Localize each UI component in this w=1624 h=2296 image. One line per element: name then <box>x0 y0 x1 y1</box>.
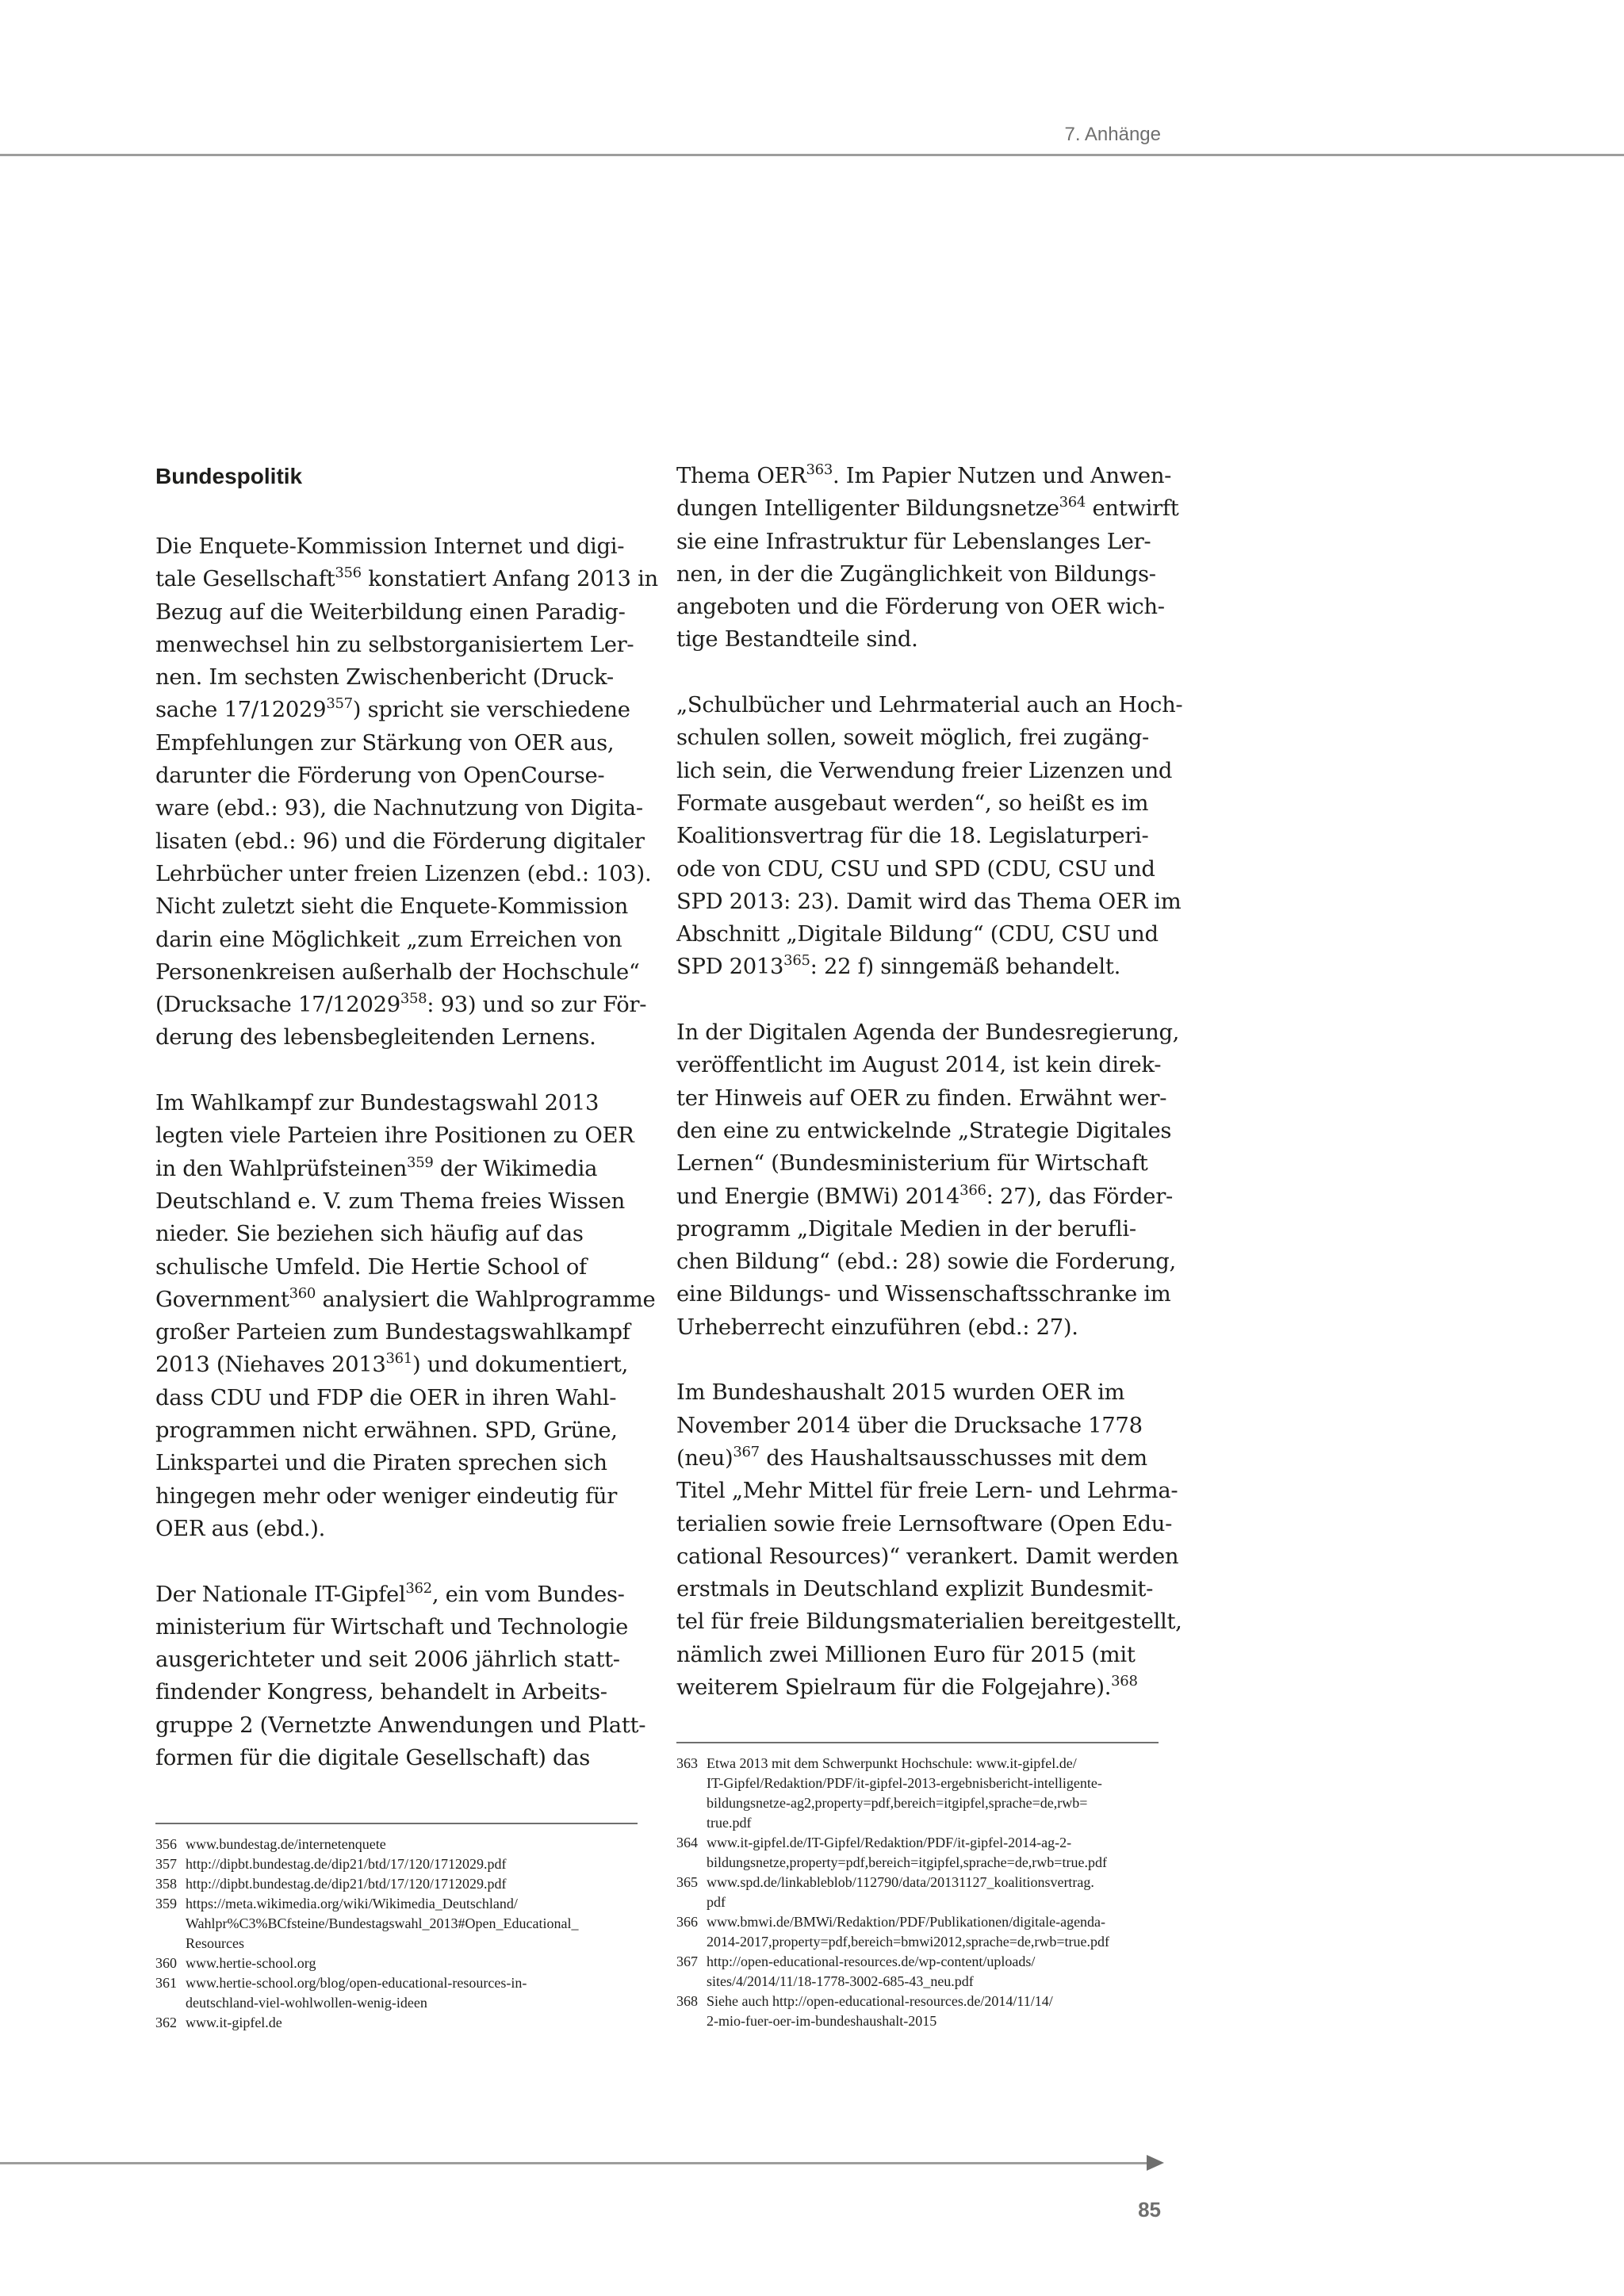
text-line <box>155 1578 631 1611</box>
footer-rule <box>0 2162 1147 2164</box>
footnote-line: Etwa 2013 mit dem Schwerpunkt Hochschule: www.it-gipfel.de/ <box>707 1755 1077 1771</box>
text-segment: Koalitionsvertrag für die 18. Legislaturperi- <box>676 824 1149 849</box>
footnotes-right <box>676 1742 1159 2031</box>
text-line <box>155 825 645 858</box>
footnote-ref: 361 <box>385 1350 412 1368</box>
text-line <box>155 1611 631 1644</box>
text-segment: entwirft <box>1086 496 1179 522</box>
left-column <box>155 460 658 1808</box>
text-segment: großer Parteien zum Bundestagswahlkampf <box>155 1320 630 1345</box>
footnote-line: 2-mio-fuer-oer-im-bundeshaushalt-2015 <box>707 2013 937 2029</box>
text-segment: OER aus (ebd.). <box>155 1516 326 1541</box>
footnote-line: bildungsnetze,property=pdf,bereich=itgipfel,sprache=de,rwb=true.pdf <box>707 1854 1107 1870</box>
text-line <box>155 563 658 595</box>
footnote-line: pdf <box>707 1894 726 1910</box>
text-segment: Deutschland e. V. zum Thema freies Wissen <box>155 1188 626 1214</box>
right-column <box>676 460 1183 1737</box>
text-line <box>676 1049 1162 1081</box>
text-segment: Nicht zuletzt sieht die Enquete-Kommission <box>155 894 629 920</box>
text-segment: analysiert die Wahlprogramme <box>316 1287 656 1312</box>
text-line <box>676 721 1152 754</box>
footnote-number: 362 <box>155 2015 177 2030</box>
text-segment: lich sein, die Verwendung freier Lizenzen und <box>676 758 1173 783</box>
text-segment: der Wikimedia <box>433 1156 598 1181</box>
text-segment: tel für freie Bildungsmaterialien bereitgestellt, <box>676 1609 1182 1635</box>
text-line <box>676 689 1183 721</box>
text-line <box>676 1540 1179 1573</box>
header-rule <box>0 154 1624 156</box>
text-segment: Lernen“ (Bundesministerium für Wirtschaft <box>676 1151 1148 1177</box>
text-line <box>676 1671 1152 1704</box>
text-segment: Im Wahlkampf zur Bundestagswahl 2013 <box>155 1091 599 1116</box>
footnote <box>155 1854 638 1874</box>
text-line <box>155 890 631 923</box>
text-segment: (neu) <box>676 1445 733 1471</box>
footnote <box>155 1894 638 1954</box>
paragraph <box>676 689 1183 984</box>
footnote-line: www.spd.de/linkableblob/112790/data/20131127_koalitionsvertrag. <box>707 1874 1094 1890</box>
footnote <box>676 1754 1159 1833</box>
footnote-text <box>707 1912 1109 1952</box>
text-line <box>155 1742 631 1774</box>
text-line <box>155 956 640 989</box>
section-heading: Bundespolitik <box>155 464 303 488</box>
footnote-text <box>186 1835 386 1854</box>
footnote-line: www.it-gipfel.de <box>186 2015 282 2030</box>
footnote-ref: 364 <box>1059 494 1086 511</box>
text-line <box>155 1644 631 1676</box>
text-segment: ) spricht sie verschiedene <box>352 698 630 723</box>
text-line <box>676 1573 1152 1605</box>
text-line <box>155 1709 646 1742</box>
footnote-line: www.hertie-school.org <box>186 1955 316 1971</box>
footnote-number: 358 <box>155 1876 177 1892</box>
footnote-number: 356 <box>155 1836 177 1852</box>
text-line <box>155 989 647 1021</box>
text-line <box>155 1316 631 1349</box>
text-line <box>676 820 1152 852</box>
text-segment: nämlich zwei Millionen Euro für 2015 (mit <box>676 1642 1136 1667</box>
text-line <box>155 1480 631 1513</box>
text-segment: lisaten (ebd.: 96) und die Förderung digitaler <box>155 828 645 854</box>
text-line <box>676 1442 1152 1475</box>
footnote-line: www.hertie-school.org/blog/open-educational-resources-in- <box>186 1975 527 1991</box>
footnote-line: http://dipbt.bundestag.de/dip21/btd/17/120/1712029.pdf <box>186 1876 507 1892</box>
text-segment: sache 17/12029 <box>155 698 327 723</box>
footnote-line: www.it-gipfel.de/IT-Gipfel/Redaktion/PDF/it-gipfel-2014-ag-2- <box>707 1835 1072 1850</box>
text-line <box>676 1213 1152 1246</box>
text-segment: Thema OER <box>676 464 806 488</box>
text-segment: November 2014 über die Drucksache 1778 <box>676 1413 1143 1438</box>
text-segment: SPD 2013 <box>676 955 784 980</box>
footnote-number: 359 <box>155 1896 177 1911</box>
text-line <box>155 1153 631 1185</box>
text-line <box>155 760 631 792</box>
footnote-text <box>186 1894 578 1954</box>
footnote-number: 360 <box>155 1955 177 1971</box>
footnote-line: deutschland-viel-wohlwollen-wenig-ideen <box>186 1995 427 2011</box>
text-line <box>676 1181 1173 1213</box>
text-line <box>676 1605 1182 1638</box>
footnote-ref: 367 <box>733 1443 760 1460</box>
footnote-ref: 363 <box>806 461 833 478</box>
page-number: 85 <box>1138 2198 1161 2221</box>
footnote <box>676 1952 1159 1992</box>
text-segment: schulische Umfeld. Die Hertie School of <box>155 1254 587 1280</box>
text-line <box>676 951 1152 983</box>
footnote-ref: 359 <box>407 1154 434 1171</box>
footnote-ref: 368 <box>1111 1672 1138 1689</box>
text-line <box>155 858 652 890</box>
footnote <box>155 1973 638 2013</box>
text-segment: Empfehlungen zur Stärkung von OER aus, <box>155 730 615 756</box>
text-segment: programm „Digitale Medien in der berufli- <box>676 1216 1136 1242</box>
text-line <box>155 1414 631 1447</box>
footnote-line: www.bmwi.de/BMWi/Redaktion/PDF/Publikationen/digitale-agenda- <box>707 1914 1106 1930</box>
text-segment: hingegen mehr oder weniger eindeutig für <box>155 1483 618 1509</box>
text-segment: nen, in der die Zugänglichkeit von Bildungs- <box>676 561 1156 587</box>
text-line <box>676 918 1159 951</box>
text-line <box>155 1447 631 1479</box>
text-segment: Formate ausgebaut werden“, so heißt es im <box>676 790 1149 816</box>
chapter-header: 7. Anhänge <box>1064 124 1161 145</box>
footnote-text <box>707 1833 1107 1873</box>
text-line <box>676 1410 1152 1442</box>
footnote-rule <box>155 1823 638 1824</box>
text-segment: programmen nicht erwähnen. SPD, Grüne, <box>155 1418 618 1444</box>
footnote-number: 368 <box>676 1993 698 2009</box>
text-segment: nieder. Sie beziehen sich häufig auf das <box>155 1222 584 1247</box>
footnote-ref: 362 <box>405 1579 432 1597</box>
text-segment: In der Digitalen Agenda der Bundesregierung, <box>676 1020 1180 1046</box>
text-segment: darin eine Möglichkeit „zum Erreichen von <box>155 927 622 952</box>
text-line <box>676 1376 1152 1409</box>
text-segment: Lehrbücher unter freien Lizenzen (ebd.: 103). <box>155 861 652 886</box>
text-line <box>676 492 1179 525</box>
footnote-text <box>186 1973 527 2013</box>
text-segment: : 27), das Förder- <box>986 1184 1173 1209</box>
text-line <box>155 530 631 563</box>
text-segment: tige Bestandteile sind. <box>676 627 918 652</box>
text-line <box>676 1246 1176 1278</box>
footnote-line: https://meta.wikimedia.org/wiki/Wikimedia_Deutschland/ <box>186 1896 518 1911</box>
text-segment: ware (ebd.: 93), die Nachnutzung von Digita- <box>155 796 643 821</box>
text-segment: ) und dokumentiert, <box>412 1353 629 1378</box>
text-line <box>676 1115 1172 1147</box>
text-segment: schulen sollen, soweit möglich, frei zugäng- <box>676 725 1149 751</box>
text-segment: : 93) und so zur För- <box>427 993 647 1018</box>
footnote <box>155 1954 638 1973</box>
right-body-text <box>676 460 1183 1704</box>
text-segment: den eine zu entwickelnde „Strategie Digitales <box>676 1118 1172 1143</box>
text-segment: legten viele Parteien ihre Positionen zu OER <box>155 1123 634 1149</box>
text-segment: (Drucksache 17/12029 <box>155 993 400 1018</box>
footnote-line: Wahlpr%C3%BCfsteine/Bundestagswahl_2013#Open_Educational_ <box>186 1915 579 1931</box>
footnote-line: bildungsnetze-ag2,property=pdf,bereich=itgipfel,sprache=de,rwb= <box>707 1795 1088 1811</box>
text-segment: angeboten und die Förderung von OER wich- <box>676 595 1165 620</box>
text-segment: formen für die digitale Gesellschaft) das <box>155 1745 591 1770</box>
text-segment: Personenkreisen außerhalb der Hochschule“ <box>155 959 640 985</box>
footnote-text <box>707 1873 1094 1912</box>
footnote-line: http://dipbt.bundestag.de/dip21/btd/17/120/1712029.pdf <box>186 1856 507 1872</box>
footnote-text <box>707 1992 1053 2031</box>
text-line <box>155 1284 656 1316</box>
footnote-line: true.pdf <box>707 1815 752 1831</box>
text-line <box>676 1278 1171 1311</box>
text-line <box>676 460 1172 492</box>
footnote-number: 364 <box>676 1835 698 1850</box>
footnote-ref: 356 <box>335 564 362 582</box>
text-segment: nen. Im sechsten Zwischenbericht (Druck- <box>155 665 614 691</box>
text-segment: Government <box>155 1287 289 1312</box>
text-line <box>676 558 1156 591</box>
footnote-ref: 357 <box>326 695 353 713</box>
text-line <box>676 1082 1167 1115</box>
text-line <box>155 694 631 726</box>
text-line <box>676 886 1182 918</box>
text-line <box>155 1251 631 1284</box>
footnote-line: www.bundestag.de/internetenquete <box>186 1836 386 1852</box>
text-line <box>676 1639 1152 1671</box>
footnote-number: 363 <box>676 1755 698 1771</box>
text-line <box>155 661 631 694</box>
text-line <box>155 1382 631 1414</box>
text-line <box>676 526 1152 558</box>
text-segment: dungen Intelligenter Bildungsnetze <box>676 496 1059 522</box>
text-line <box>676 1016 1180 1049</box>
text-line <box>155 1513 631 1545</box>
footnote-text <box>186 1874 506 1894</box>
footnote-line: http://open-educational-resources.de/wp-content/uploads/ <box>707 1954 1036 1969</box>
text-segment: ter Hinweis auf OER zu finden. Erwähnt wer- <box>676 1085 1167 1111</box>
text-line <box>155 1021 631 1054</box>
left-body-text <box>155 530 658 1774</box>
text-segment: veröffentlicht im August 2014, ist kein direk- <box>676 1053 1162 1078</box>
text-segment: , ein vom Bundes- <box>431 1582 625 1607</box>
footnote-rule <box>676 1742 1159 1743</box>
text-segment: Abschnitt „Digitale Bildung“ (CDU, CSU und <box>676 922 1159 947</box>
footnote-text <box>186 2013 282 2033</box>
paragraph <box>676 460 1179 656</box>
text-segment: des Haushaltsausschusses mit dem <box>759 1445 1147 1471</box>
text-segment: SPD 2013: 23). Damit wird das Thema OER im <box>676 889 1182 914</box>
text-line <box>155 924 631 956</box>
text-segment: derung des lebensbegleitenden Lernens. <box>155 1025 596 1050</box>
footnote-number: 361 <box>155 1975 177 1991</box>
footnote-number: 357 <box>155 1856 177 1872</box>
text-line <box>155 1119 634 1152</box>
text-segment: cational Resources)“ verankert. Damit werden <box>676 1544 1179 1569</box>
arrow-right-icon <box>1147 2155 1164 2171</box>
footnote-ref: 365 <box>783 952 810 970</box>
text-segment: chen Bildung“ (ebd.: 28) sowie die Forderung, <box>676 1249 1176 1275</box>
footnote-text <box>186 1854 506 1874</box>
text-line <box>155 1218 631 1250</box>
text-segment: Linkspartei und die Piraten sprechen sich <box>155 1451 607 1476</box>
text-segment: menwechsel hin zu selbstorganisiertem Ler- <box>155 632 634 657</box>
text-segment: eine Bildungs- und Wissenschaftsschranke im <box>676 1282 1171 1307</box>
text-segment: findender Kongress, behandelt in Arbeits- <box>155 1680 607 1705</box>
text-line <box>155 1185 631 1218</box>
text-line <box>155 629 634 661</box>
text-segment: Der Nationale IT-Gipfel <box>155 1582 406 1607</box>
text-line <box>676 1508 1173 1540</box>
footnote-ref: 366 <box>959 1181 986 1199</box>
footnote-number: 365 <box>676 1874 698 1890</box>
text-line <box>676 1147 1152 1180</box>
footnote-line: sites/4/2014/11/18-1778-3002-685-43_neu.pdf <box>707 1973 974 1989</box>
footnote-number: 367 <box>676 1954 698 1969</box>
text-line <box>155 792 643 825</box>
paragraph <box>155 1578 646 1775</box>
footnote <box>155 1874 638 1894</box>
paragraph <box>155 1087 656 1545</box>
footnotes-left <box>155 1823 638 2033</box>
footnote <box>676 1992 1159 2031</box>
text-segment: : 22 f) sinngemäß behandelt. <box>810 955 1120 980</box>
footnote-ref: 358 <box>400 990 427 1008</box>
text-segment: ministerium für Wirtschaft und Technologie <box>155 1614 629 1640</box>
footnote-ref: 360 <box>289 1284 316 1302</box>
text-segment: Titel „Mehr Mittel für freie Lern- und Lehrma- <box>676 1479 1178 1504</box>
text-segment: tale Gesellschaft <box>155 567 335 592</box>
footnote-text <box>707 1952 1035 1992</box>
text-segment: Bezug auf die Weiterbildung einen Paradig- <box>155 599 626 625</box>
text-segment: Im Bundeshaushalt 2015 wurden OER im <box>676 1380 1125 1406</box>
text-line <box>676 1475 1178 1507</box>
text-segment: konstatiert Anfang 2013 in <box>361 567 658 592</box>
footnote <box>676 1833 1159 1873</box>
text-segment: sie eine Infrastruktur für Lebenslanges Ler- <box>676 529 1151 554</box>
text-segment: weiterem Spielraum für die Folgejahre). <box>676 1674 1112 1700</box>
text-segment: „Schulbücher und Lehrmaterial auch an Hoch- <box>676 693 1183 718</box>
footnote-text <box>707 1754 1102 1833</box>
text-line <box>676 853 1155 886</box>
text-segment: terialien sowie freie Lernsoftware (Open Edu- <box>676 1511 1173 1536</box>
footnote <box>676 1912 1159 1952</box>
footnote <box>155 2013 638 2033</box>
footnote <box>676 1873 1159 1912</box>
text-line <box>676 1311 1152 1344</box>
text-segment: ausgerichteter und seit 2006 jährlich statt- <box>155 1647 620 1673</box>
text-segment: . Im Papier Nutzen und Anwen- <box>832 464 1172 488</box>
text-segment: dass CDU und FDP die OER in ihren Wahl- <box>155 1385 617 1410</box>
footnote-line: Resources <box>186 1935 244 1951</box>
footnote-text <box>186 1954 316 1973</box>
text-segment: 2013 (Niehaves 2013 <box>155 1353 386 1378</box>
text-line <box>155 596 631 629</box>
text-segment: in den Wahlprüfsteinen <box>155 1156 408 1181</box>
text-segment: erstmals in Deutschland explizit Bundesmit- <box>676 1577 1154 1602</box>
text-line <box>676 591 1165 623</box>
text-line <box>155 1349 631 1381</box>
text-segment: darunter die Förderung von OpenCourse- <box>155 763 605 789</box>
text-line <box>155 1676 631 1709</box>
footnote-number: 366 <box>676 1914 698 1930</box>
footnote-line: IT-Gipfel/Redaktion/PDF/it-gipfel-2013-ergebnisbericht-intelligente- <box>707 1775 1102 1791</box>
text-line <box>155 727 631 760</box>
text-line <box>155 1087 631 1119</box>
footnote <box>155 1835 638 1854</box>
text-line <box>676 623 1152 656</box>
text-segment: gruppe 2 (Vernetzte Anwendungen und Platt- <box>155 1712 646 1738</box>
paragraph <box>155 530 658 1054</box>
text-segment: ode von CDU, CSU und SPD (CDU, CSU und <box>676 856 1155 882</box>
paragraph <box>676 1376 1182 1704</box>
footnote-line: Siehe auch http://open-educational-resources.de/2014/11/14/ <box>707 1993 1053 2009</box>
footnote-line: 2014-2017,property=pdf,bereich=bmwi2012,sprache=de,rwb=true.pdf <box>707 1934 1109 1950</box>
text-segment: und Energie (BMWi) 2014 <box>676 1184 960 1209</box>
paragraph <box>676 1016 1180 1344</box>
text-segment: Die Enquete-Kommission Internet und digi- <box>155 534 625 559</box>
text-segment: Urheberrecht einzuführen (ebd.: 27). <box>676 1314 1078 1340</box>
text-line <box>676 755 1173 787</box>
text-line <box>676 787 1152 820</box>
